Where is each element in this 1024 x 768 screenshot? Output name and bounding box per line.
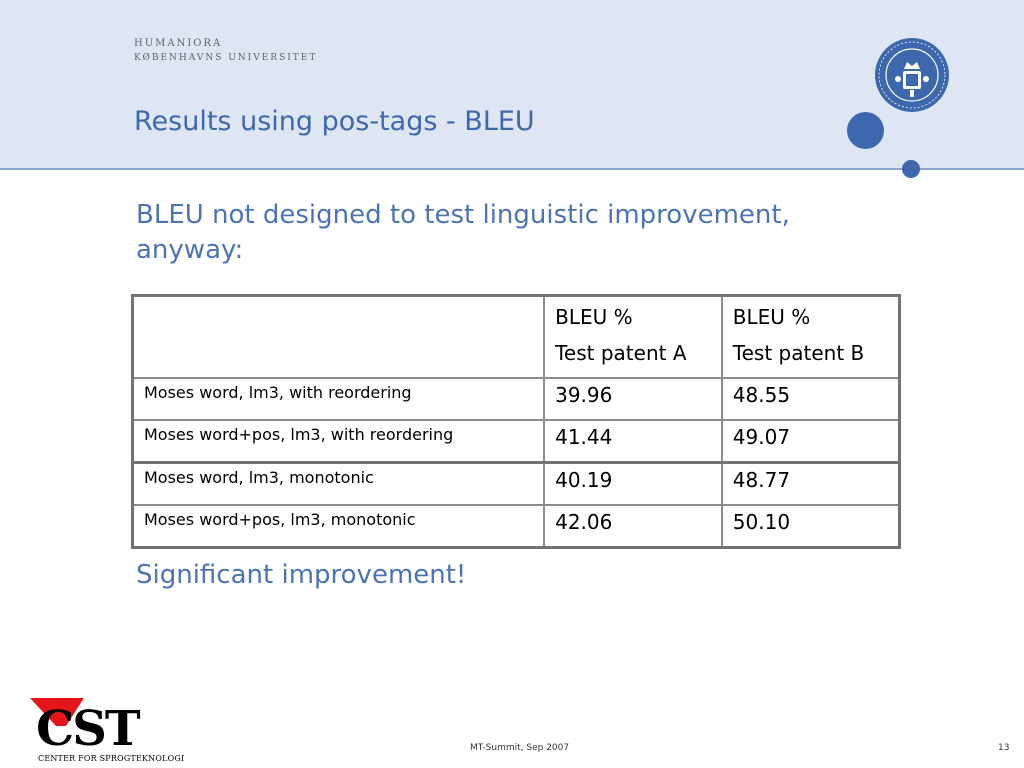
table-row <box>133 378 900 420</box>
score-patent-b: 49.07 <box>722 420 900 463</box>
table-row <box>133 463 900 506</box>
decorative-small-dot <box>902 160 920 178</box>
institution-name: HUMANIORA <box>134 38 223 49</box>
page-number: 13 <box>998 743 1010 753</box>
score-patent-a: 39.96 <box>544 378 722 420</box>
header-metric-label: BLEU % <box>555 305 633 329</box>
university-seal-icon <box>874 37 950 113</box>
decorative-large-dot <box>847 112 884 149</box>
score-patent-a: 40.19 <box>544 463 722 506</box>
slide-title: Results using pos-tags - BLEU <box>134 106 535 137</box>
footer-event: MT-Summit, Sep 2007 <box>470 743 570 753</box>
slide-subtitle: BLEU not designed to test linguistic improvement, anyway: <box>136 200 790 265</box>
table-row <box>133 505 900 548</box>
table-row <box>133 420 900 463</box>
system-label: Moses word+pos, lm3, with reordering <box>133 420 545 463</box>
header-testset-label: Test patent B <box>732 341 865 365</box>
bleu-results-table <box>131 294 901 549</box>
logo-subtitle: CENTER FOR SPROGTEKNOLOGI <box>38 754 185 763</box>
score-patent-b: 48.77 <box>722 463 900 506</box>
conclusion-text: Significant improvement! <box>136 560 467 590</box>
header-empty-cell <box>133 296 545 379</box>
cst-logo <box>26 696 185 766</box>
score-patent-a: 41.44 <box>544 420 722 463</box>
header-cell-patent-b <box>722 296 900 379</box>
header-cell-patent-a <box>544 296 722 379</box>
university-name: KØBENHAVNS UNIVERSITET <box>134 53 318 63</box>
header-testset-label: Test patent A <box>555 341 687 365</box>
header-metric-label: BLEU % <box>732 305 811 329</box>
system-label: Moses word, lm3, with reordering <box>133 378 545 420</box>
table-header-row <box>133 296 900 379</box>
system-label: Moses word+pos, lm3, monotonic <box>133 505 545 548</box>
system-label: Moses word, lm3, monotonic <box>133 463 545 506</box>
logo-wordmark: CST <box>36 701 139 757</box>
score-patent-b: 48.55 <box>722 378 900 420</box>
score-patent-a: 42.06 <box>544 505 722 548</box>
score-patent-b: 50.10 <box>722 505 900 548</box>
